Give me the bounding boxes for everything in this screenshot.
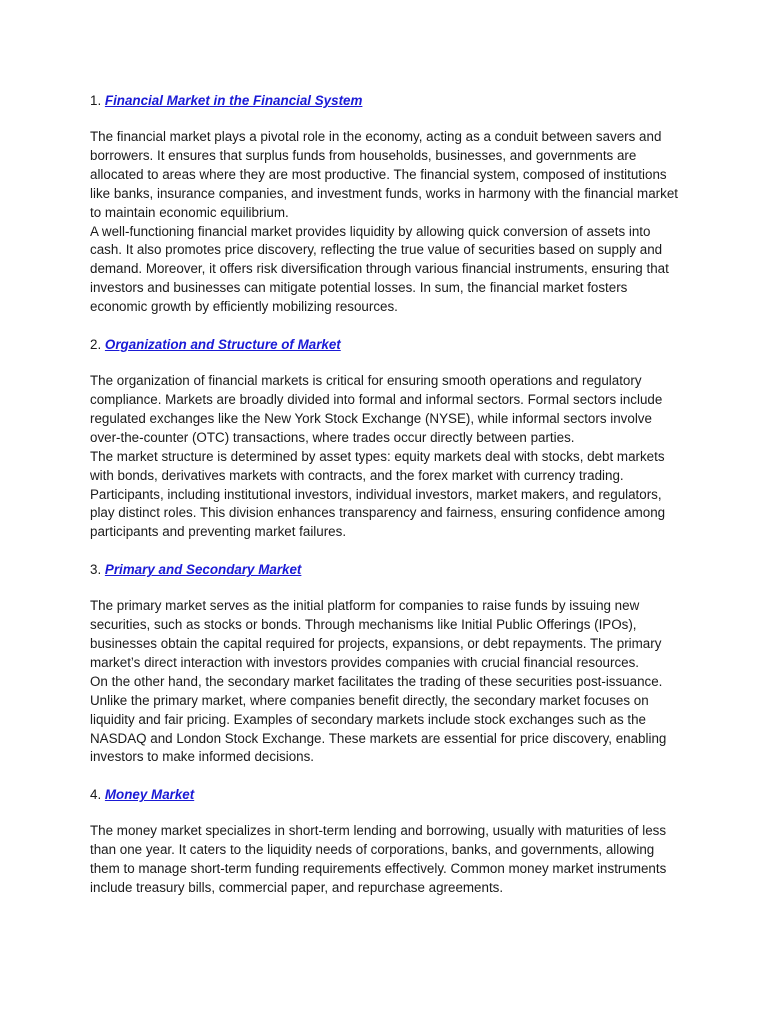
section-number: 4. <box>90 787 102 803</box>
section-body <box>90 128 682 317</box>
section-heading <box>90 560 682 579</box>
section-body <box>90 822 682 898</box>
paragraph: The organization of financial markets is critical for ensuring smooth operations and regulatory compliance. Markets are broadly divided into formal and informal sectors. Formal sectors include regulated exchanges like the New York Stock Exchange (NYSE), while informal sectors involve over-the-counter (OTC) transactions, where trades occur directly between parties. <box>90 373 663 445</box>
document-page <box>90 91 682 916</box>
paragraph: On the other hand, the secondary market facilitates the trading of these securities post-issuance. Unlike the primary market, where companies benefit directly, the secondary market focuses on liquidity and fair pricing. Examples of secondary markets include stock exchanges such as the NASDAQ and London Stock Exchange. These markets are essential for price discovery, enabling investors to make informed decisions. <box>90 673 667 765</box>
paragraph: The financial market plays a pivotal role in the economy, acting as a conduit between savers and borrowers. It ensures that surplus funds from households, businesses, and governments are allocated to areas where they are most productive. The financial system, composed of institutions like banks, insurance companies, and investment funds, works in harmony with the financial market to maintain economic equilibrium. <box>90 129 678 220</box>
section-title-link[interactable]: Organization and Structure of Market <box>104 337 341 353</box>
section-number: 1. <box>90 93 102 108</box>
section-body <box>90 372 682 542</box>
section-title-link[interactable]: Money Market <box>104 787 195 803</box>
section-number: 3. <box>90 562 102 578</box>
section-number: 2. <box>90 337 102 353</box>
section-title-link[interactable]: Financial Market in the Financial System <box>104 93 363 108</box>
section-body <box>90 597 682 767</box>
paragraph: The market structure is determined by asset types: equity markets deal with stocks, debt markets with bonds, derivatives markets with contracts, and the forex market with currency trading. Participants, including institutional investors, individual investors, market makers, and regulators, play distinct roles. This division enhances transparency and fairness, ensuring confidence among participants and preventing market failures. <box>90 448 666 540</box>
section-heading <box>90 91 682 110</box>
section-heading <box>90 335 682 354</box>
paragraph: A well-functioning financial market provides liquidity by allowing quick conversion of assets into cash. It also promotes price discovery, reflecting the true value of securities based on supply and demand. Moreover, it offers risk diversification through various financial instruments, ensuring that investors and businesses can mitigate potential losses. In sum, the financial market fosters economic growth by efficiently mobilizing resources. <box>90 223 669 315</box>
section-heading <box>90 785 682 804</box>
paragraph: The money market specializes in short-term lending and borrowing, usually with maturities of less than one year. It caters to the liquidity needs of corporations, banks, and governments, allowing them to manage short-term funding requirements effectively. Common money market instruments include treasury bills, commercial paper, and repurchase agreements. <box>90 823 667 896</box>
paragraph: The primary market serves as the initial platform for companies to raise funds by issuing new securities, such as stocks or bonds. Through mechanisms like Initial Public Offerings (IPOs), businesses obtain the capital required for projects, expansions, or debt repayments. The primary market’s direct interaction with investors provides companies with crucial financial resources. <box>90 598 662 670</box>
section-title-link[interactable]: Primary and Secondary Market <box>104 562 302 578</box>
